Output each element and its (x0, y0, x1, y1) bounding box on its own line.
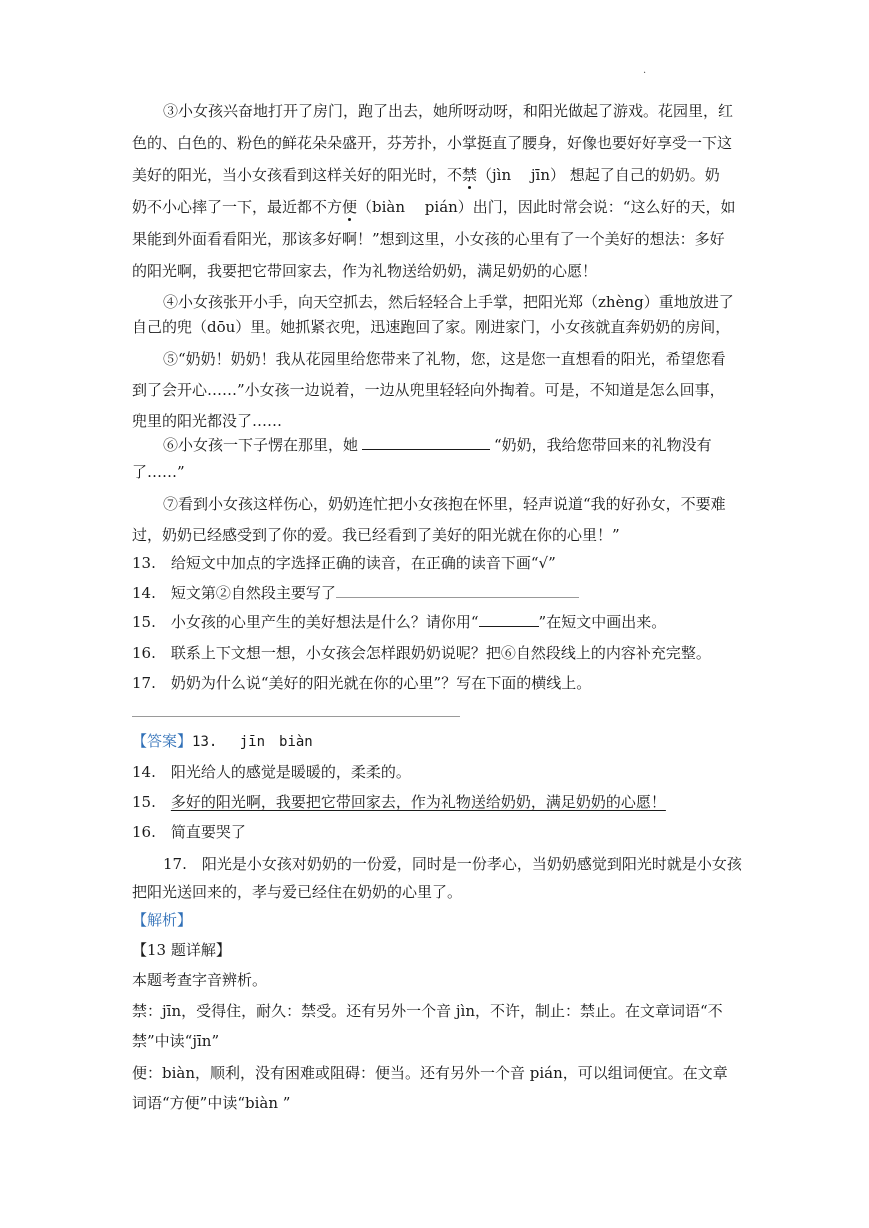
answer-tag: 【答案】 (132, 732, 193, 750)
corner-mark: · (643, 68, 647, 79)
p3-line2: 色的、白色的、粉色的鲜花朵朵盛开，芬芳扑，小掌挺直了腰身，好像也要好好享受一下这 (132, 134, 733, 152)
p3-line3-after: （jìn jīn） 想起了自己的奶奶。奶 (477, 166, 720, 184)
analysis-bian-line1: 便：biàn，顺利，没有困难或阻碍：便当。还有另外一个音 pián，可以组词便宜。在文章 (132, 1064, 728, 1082)
p4-line2: 自己的兜（dōu）里。她抓紧衣兜，迅速跑回了家。刚进家门，小女孩就直奔奶奶的房间， (132, 318, 731, 336)
question-15 (132, 612, 742, 632)
p5-line2: 到了会开心……”小女孩一边说着，一边从兜里轻轻向外掏着。可是，不知道是怎么回事， (132, 381, 725, 399)
question-14-text: 14. 短文第②自然段主要写了 (132, 584, 336, 602)
p3-line6: 的阳光啊，我要把它带回家去，作为礼物送给奶奶，满足奶奶的心愿！ (132, 262, 598, 280)
p6-line2: 了……” (132, 463, 185, 481)
section-divider (132, 716, 460, 717)
answer-13-text: 13. jīn biàn (192, 734, 313, 750)
answer-blank-p6[interactable] (362, 435, 490, 450)
p5-line1: ⑤“奶奶！奶奶！我从花园里给您带来了礼物，您，这是您一直想看的阳光，希望您看 (163, 350, 726, 368)
answer-13 (132, 731, 742, 752)
answer-17-line1: 17. 阳光是小女孩对奶奶的一份爱，同时是一份孝心，当奶奶感觉到阳光时就是小女孩 (163, 855, 742, 873)
question-16: 16. 联系上下文想一想，小女孩会怎样跟奶奶说呢？把⑥自然段线上的内容补充完整。 (132, 644, 711, 662)
answer-blank-q14[interactable] (336, 583, 579, 598)
emphasis-char-jin: 禁 (462, 166, 478, 184)
p5-line3: 兜里的阳光都没了…… (132, 412, 283, 430)
answer-15-num: 15. (132, 793, 171, 811)
p4-line1: ④小女孩张开小手，向天空抓去，然后轻轻合上手掌，把阳光郑（zhèng）重地放进了 (163, 293, 734, 311)
analysis-jin-line2: 禁”中读“jīn” (132, 1032, 220, 1050)
p7-line2: 过，奶奶已经感受到了你的爱。我已经看到了美好的阳光就在你的心里！” (132, 526, 620, 544)
p6-line1-before: ⑥小女孩一下子愣在那里，她 (163, 436, 359, 454)
p3-line3 (132, 165, 742, 185)
p3-line1: ③小女孩兴奋地打开了房门，跑了出去，她所呀动呀，和阳光做起了游戏。花园里，红 (163, 102, 734, 120)
underline-sample-q15 (479, 612, 539, 627)
p3-line5: 果能到外面看看阳光，那该多好啊！”想到这里，小女孩的心里有了一个美好的想法：多好 (132, 230, 725, 248)
analysis-bian-line2: 词语“方便”中读“biàn ” (132, 1094, 291, 1112)
question-13: 13. 给短文中加点的字选择正确的读音，在正确的读音下画“√” (132, 554, 556, 572)
question-15-after: ”在短文中画出来。 (538, 613, 667, 631)
p3-line4 (132, 197, 742, 217)
answer-16: 16. 简直要哭了 (132, 823, 246, 841)
p6-line1 (163, 435, 742, 455)
analysis-subheading: 【13 题详解】 (132, 941, 231, 959)
analysis-intro: 本题考查字音辨析。 (132, 971, 268, 989)
answer-15-text: 多好的阳光啊，我要把它带回家去，作为礼物送给奶奶，满足奶奶的心愿！ (170, 793, 666, 811)
p7-line1: ⑦看到小女孩这样伤心，奶奶连忙把小女孩抱在怀里，轻声说道“我的好孙女，不要难 (163, 495, 726, 513)
analysis-tag: 【解析】 (132, 911, 193, 929)
emphasis-char-bian: 便 (342, 198, 358, 216)
p6-line1-after: “奶奶，我给您带回来的礼物没有 (494, 436, 712, 454)
question-14 (132, 583, 742, 603)
answer-14: 14. 阳光给人的感觉是暖暖的，柔柔的。 (132, 763, 411, 781)
answer-17-line2: 把阳光送回来的，孝与爱已经住在奶奶的心里了。 (132, 883, 463, 901)
question-15-before: 15. 小女孩的心里产生的美好想法是什么？请你用“ (132, 613, 479, 631)
p3-line4-after: （biàn pián）出门，因此时常会说：“这么好的天，如 (357, 198, 736, 216)
answer-15 (132, 792, 742, 812)
analysis-jin-line1: 禁：jīn，受得住，耐久：禁受。还有另外一个音 jìn，不许，制止：禁止。在文章词语“不 (132, 1002, 723, 1020)
question-17: 17. 奶奶为什么说“美好的阳光就在你的心里”？写在下面的横线上。 (132, 674, 592, 692)
p3-line4-before: 奶不小心摔了一下，最近都不方 (132, 198, 343, 216)
p3-line3-before: 美好的阳光，当小女孩看到这样关好的阳光时，不 (132, 166, 463, 184)
